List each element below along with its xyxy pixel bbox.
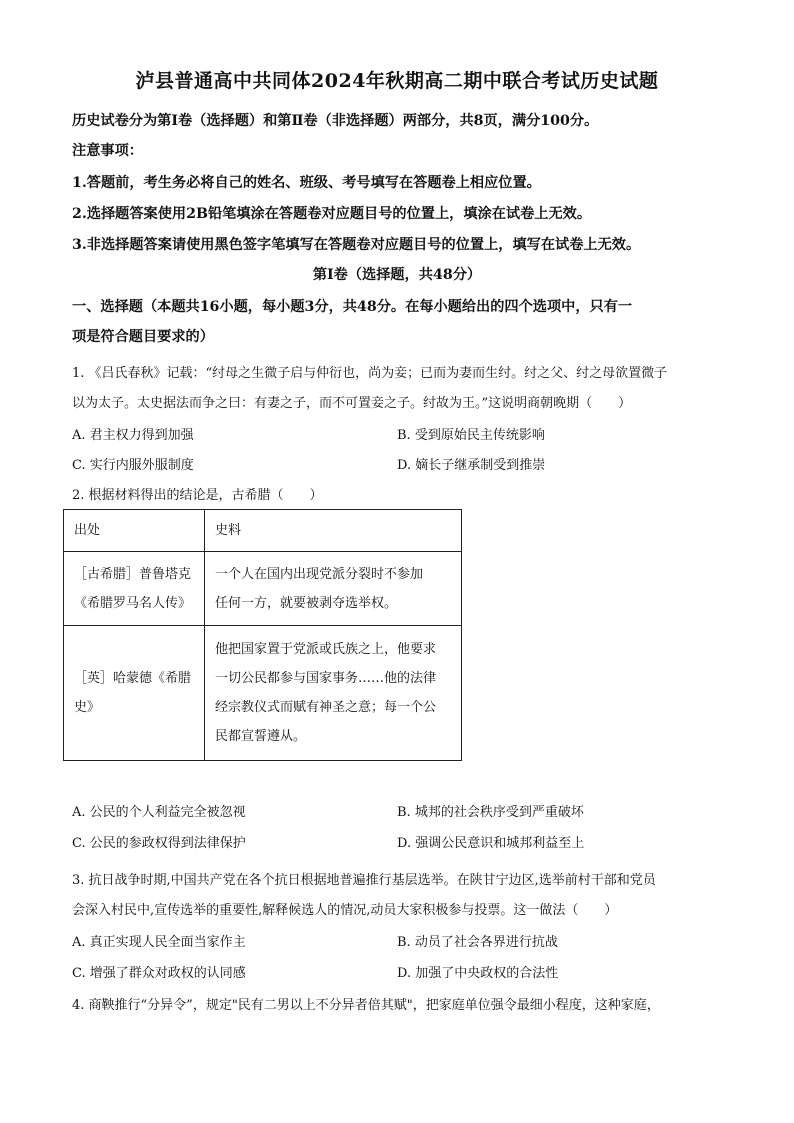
q1-option-b: B. 受到原始民主传统影响 [397,428,545,443]
q3-option-a: A. 真正实现人民全面当家作主 [72,935,246,950]
q1-stem-line: 1. 《吕氏春秋》记载：“纣母之生微子启与仲衍也，尚为妾；已而为妻而生纣。纣之父、纣之母欲置微子 [72,366,668,381]
notice-heading: 注意事项： [72,143,143,159]
cell-line: 经宗教仪式而赋有神圣之意；每一个公 [215,700,437,715]
q3-option-b: B. 动员了社会各界进行抗战 [397,935,558,950]
q1-option-c: C. 实行内服外服制度 [72,458,194,473]
q1-stem-line: 以为太子。太史据法而争之曰：有妻之子，而不可置妾之子。纣故为王。”这说明商朝晚期（ ） [72,396,632,411]
q1-option-d: D. 嫡长子继承制受到推崇 [397,458,546,473]
source-table [63,509,462,761]
cell-line: 他把国家置于党派或氏族之上，他要求 [215,642,437,657]
part-instruction-line: 项是符合题目要求的） [72,329,214,345]
q3-option-c: C. 增强了群众对政权的认同感 [72,966,246,981]
table-cell-text [205,626,462,761]
cell-line: 一切公民都参与国家事务……他的法律 [215,671,437,686]
table-header-row [64,510,462,552]
exam-title: 泸县普通高中共同体2024年秋期高二期中联合考试历史试题 [135,70,659,92]
cell-line: 史》 [74,700,101,715]
table-header-cell: 出处 [64,510,205,552]
cell-line: 《希腊罗马名人传》 [74,595,192,611]
section-heading: 第Ⅰ卷（选择题，共48分） [312,267,482,283]
q3-option-d: D. 加强了中央政权的合法性 [397,966,559,981]
table-row [64,626,462,761]
q2-option-b: B. 城邦的社会秩序受到严重破坏 [397,805,584,820]
notice-item: 1.答题前，考生务必将自己的姓名、班级、考号填写在答题卷上相应位置。 [72,175,541,191]
q2-option-a: A. 公民的个人利益完全被忽视 [72,805,246,820]
cell-line: ［古希腊］普鲁塔克 [74,566,192,582]
table-header-cell: 史料 [205,510,462,552]
part-instruction-line: 一、选择题（本题共16小题，每小题3分，共48分。在每小题给出的四个选项中，只有一 [72,299,633,315]
cell-line: 一个人在国内出现党派分裂时不参加 [215,566,424,582]
cell-line: 任何一方，就要被剥夺选举权。 [215,595,398,611]
q3-stem-line: 会深入村民中,宣传选举的重要性,解释候选人的情况,动员大家积极参与投票。这一做法（ ） [72,903,618,918]
table-cell-source [64,552,205,626]
q4-stem-line: 4. 商鞅推行“分异令”，规定"民有二男以上不分异者倍其赋"，把家庭单位强令最细小程度，这种家庭， [72,998,660,1013]
exam-intro: 历史试卷分为第Ⅰ卷（选择题）和第Ⅱ卷（非选择题）两部分，共8页，满分100分。 [72,113,599,129]
cell-line: 民都宣誓遵从。 [215,729,307,744]
q1-option-a: A. 君主权力得到加强 [72,428,194,443]
q2-option-c: C. 公民的参政权得到法律保护 [72,836,246,851]
table-row [64,552,462,626]
table-cell-source [64,626,205,761]
q3-stem-line: 3. 抗日战争时期,中国共产党在各个抗日根据地普遍推行基层选举。在陕甘宁边区,选举前村干部和党员 [72,873,656,888]
notice-item: 3.非选择题答案请使用黑色签字笔填写在答题卷对应题目号的位置上，填写在试卷上无效。 [72,237,641,253]
notice-item: 2.选择题答案使用2B铅笔填涂在答题卷对应题目号的位置上，填涂在试卷上无效。 [72,206,592,222]
q2-option-d: D. 强调公民意识和城邦利益至上 [397,836,585,851]
cell-line: ［英］哈蒙德《希腊 [74,671,192,686]
q2-stem: 2. 根据材料得出的结论是，古希腊（ ） [72,488,323,503]
table-cell-text [205,552,462,626]
